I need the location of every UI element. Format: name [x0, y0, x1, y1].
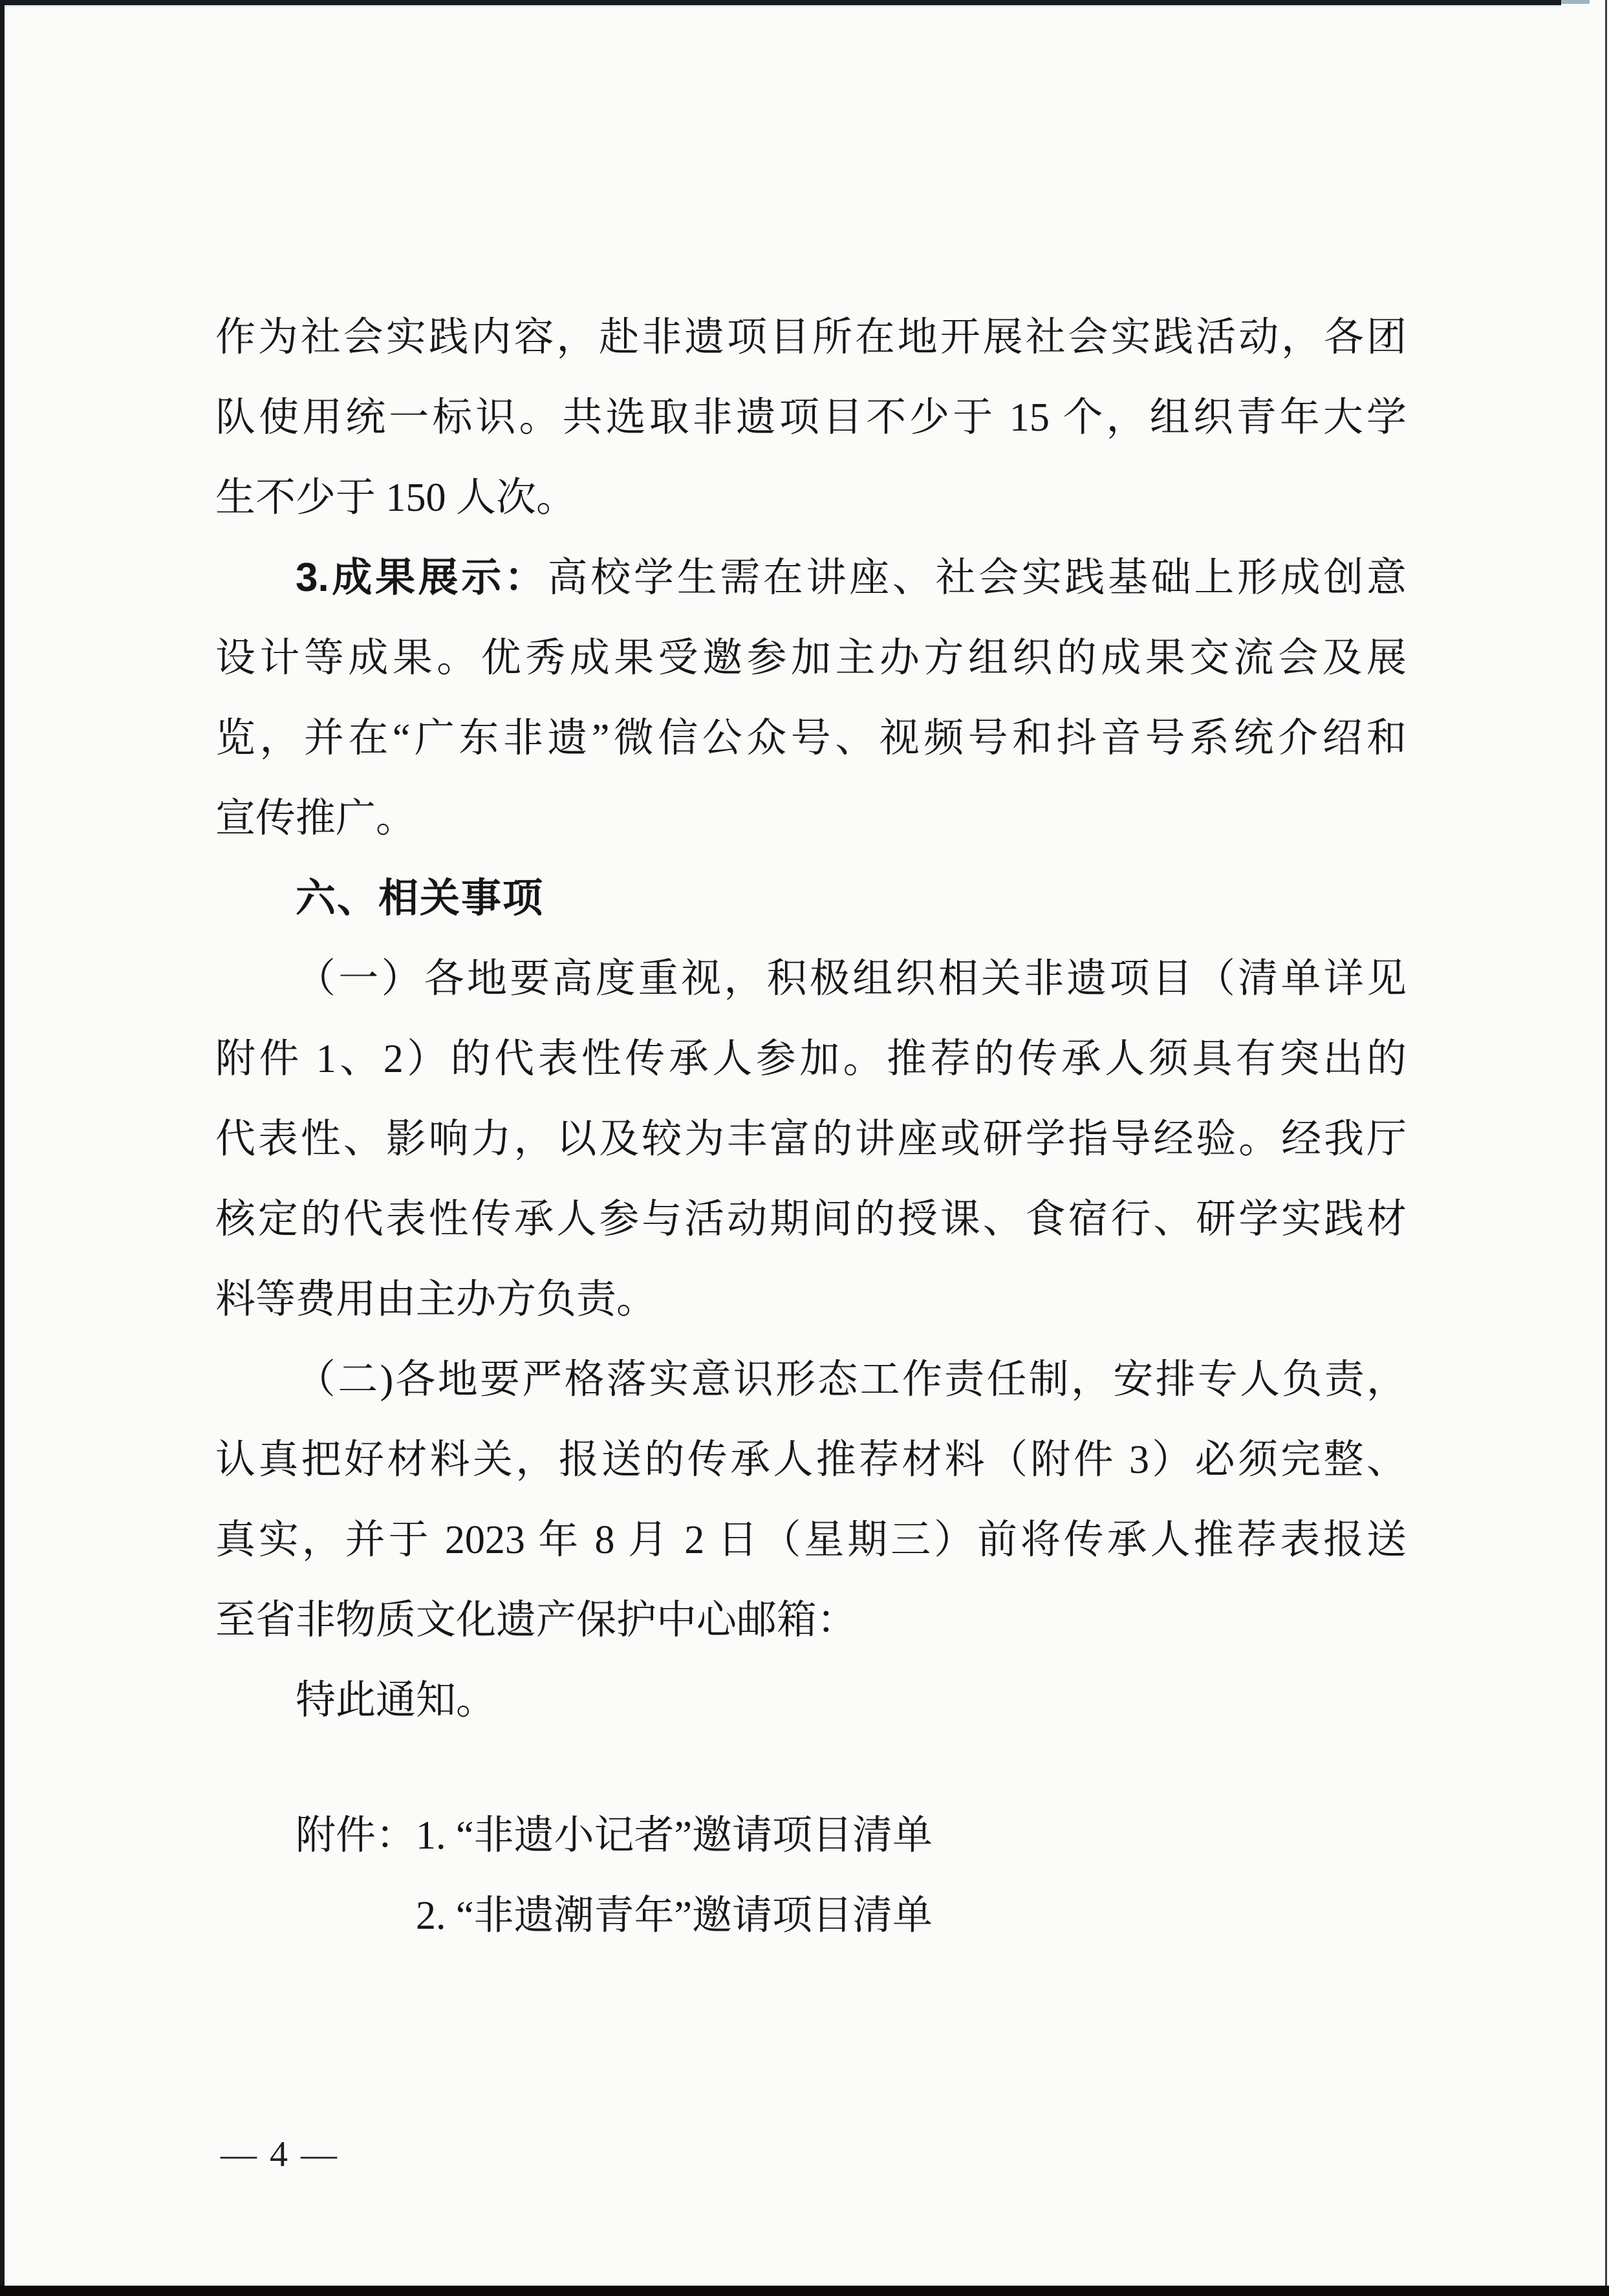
text-line [215, 618, 1407, 698]
text-line [215, 1019, 1407, 1099]
scan-edge-top-blue [1561, 0, 1590, 4]
text-line [215, 297, 1407, 378]
text-run: 特此通知。 [296, 1679, 497, 1722]
para-2-ideology-responsibility [215, 1340, 1407, 1660]
bold-text-run: 3.成果展示： [296, 555, 548, 600]
text-line [215, 698, 1407, 778]
text-run: 核定的代表性传承人参与活动期间的授课、食宿行、研学实践材 [215, 1197, 1407, 1241]
text-line [215, 538, 1407, 618]
scan-edge-left [0, 0, 5, 2290]
para-social-practice-continued [215, 297, 1407, 538]
text-run: （二)各地要严格落实意识形态工作责任制，安排专人负责， [296, 1358, 1407, 1402]
text-run: 设计等成果。优秀成果受邀参加主办方组织的成果交流会及展 [215, 636, 1407, 680]
text-run: 真实，并于 2023 年 8 月 2 日（星期三）前将传承人推荐表报送 [215, 1518, 1407, 1562]
text-run: 认真把好材料关，报送的传承人推荐材料（附件 3）必须完整、 [215, 1438, 1407, 1482]
text-line [215, 1179, 1407, 1260]
attachment-item-1 [215, 1796, 1407, 1876]
bold-text-run: 六、相关事项 [296, 876, 545, 921]
attachments-list [215, 1796, 1407, 1956]
text-line [215, 939, 1407, 1019]
text-run: 代表性、影响力，以及较为丰富的讲座或研学指导经验。经我厅 [215, 1117, 1407, 1161]
text-run: 料等费用由主办方负责。 [215, 1278, 657, 1322]
text-line [215, 859, 1407, 939]
text-run: 附件 1、2）的代表性传承人参加。推荐的传承人须具有突出的 [215, 1037, 1407, 1081]
document-body [215, 297, 1407, 1956]
attachment-item-2 [215, 1876, 1407, 1956]
text-line [215, 1340, 1407, 1420]
text-run: 宣传推广。 [215, 797, 416, 841]
text-line [215, 1420, 1407, 1500]
text-run: 览，并在“广东非遗”微信公众号、视频号和抖音号系统介绍和 [215, 716, 1407, 760]
para-3-achievement-display [215, 538, 1407, 859]
text-run: 生不少于 150 人次。 [215, 476, 577, 520]
text-run: 至省非物质文化遗产保护中心邮箱： [215, 1598, 858, 1642]
text-run: 附件：1. “非遗小记者”邀请项目清单 [296, 1814, 933, 1858]
text-line [215, 458, 1407, 538]
scan-edge-right [1605, 0, 1607, 2286]
text-line [215, 378, 1407, 458]
text-line [215, 778, 1407, 859]
scan-edge-top [0, 0, 1561, 5]
text-line [215, 1660, 1407, 1741]
para-1-organize-participation [215, 939, 1407, 1340]
para-notice-closing [215, 1660, 1407, 1741]
text-run: 2. “非遗潮青年”邀请项目清单 [416, 1894, 933, 1938]
page-number: — 4 — [221, 2134, 339, 2174]
text-line [215, 1260, 1407, 1340]
scan-edge-top-halo [0, 5, 1561, 7]
text-line [215, 1099, 1407, 1179]
text-run: （一）各地要高度重视，积极组织相关非遗项目（清单详见 [296, 957, 1407, 1001]
text-line [215, 1500, 1407, 1580]
text-run: 作为社会实践内容，赴非遗项目所在地开展社会实践活动，各团 [215, 316, 1407, 359]
text-line [215, 1580, 1407, 1660]
scan-edge-bottom [0, 2286, 1609, 2296]
text-run: 高校学生需在讲座、社会实践基础上形成创意 [547, 556, 1407, 600]
heading-6-related-matters [215, 859, 1407, 939]
text-run: 队使用统一标识。共选取非遗项目不少于 15 个，组织青年大学 [215, 396, 1407, 440]
